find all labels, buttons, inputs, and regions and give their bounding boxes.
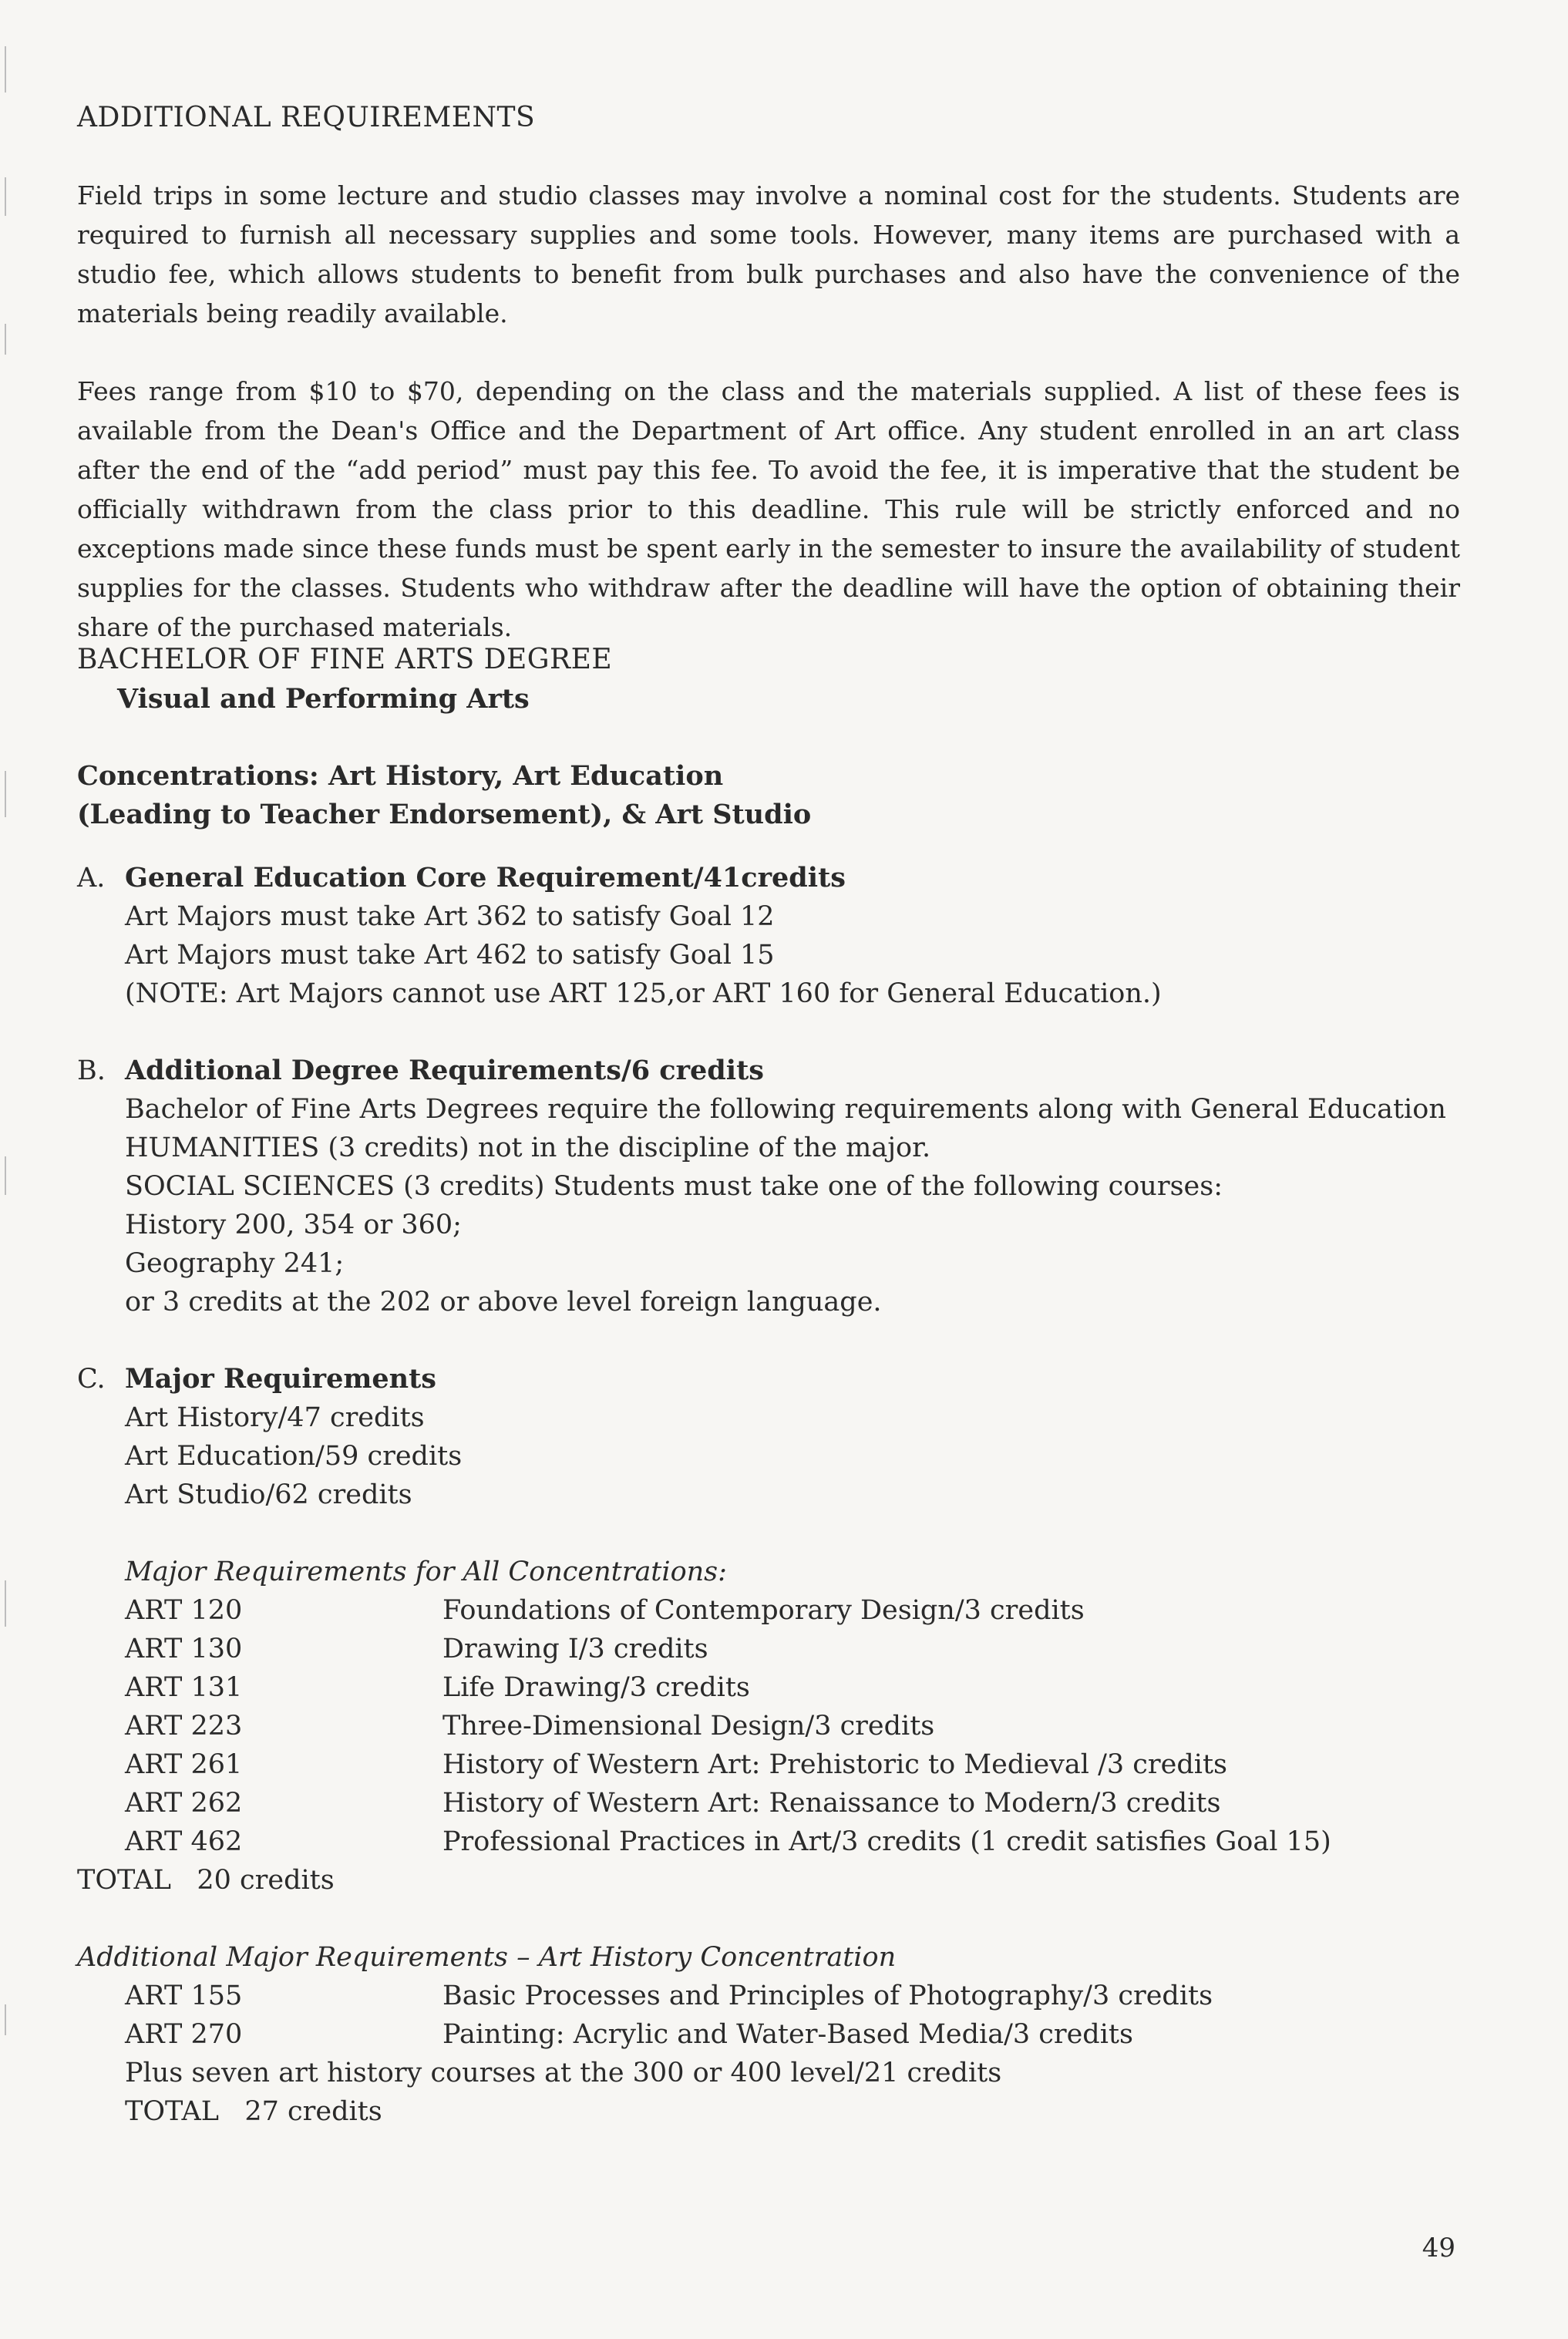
- additional-requirements-paragraph-1: Field trips in some lecture and studio classes may involve a nominal cost for the students. Students are required to furnish all necessary supplies and some tools. However, many items are purchased with a studio fee, which allows students to benefit from bulk purchases and also have the convenience of the materials being readily available.: [77, 180, 1460, 328]
- section-c-line: Art Education/59 credits: [125, 1441, 463, 1472]
- section-a-note: (NOTE: Art Majors cannot use ART 125,or ART 160 for General Education.): [125, 978, 1162, 1009]
- section-b-heading: Additional Degree Requirements/6 credits: [125, 1055, 764, 1086]
- course-title: Professional Practices in Art/3 credits (1 credit satisfies Goal 15): [442, 1826, 1331, 1857]
- section-c-line: Art History/47 credits: [125, 1402, 425, 1433]
- scan-edge-mark: [5, 177, 6, 216]
- bfa-title: BACHELOR OF FINE ARTS DEGREE: [77, 644, 613, 675]
- scan-edge-mark: [5, 46, 6, 93]
- section-c-heading: Major Requirements: [125, 1363, 436, 1395]
- concentrations-line-2: (Leading to Teacher Endorsement), & Art Studio: [77, 799, 812, 830]
- bfa-subtitle: Visual and Performing Arts: [117, 683, 530, 715]
- course-title: Three-Dimensional Design/3 credits: [442, 1711, 935, 1742]
- section-b-line: History 200, 354 or 360;: [125, 1210, 462, 1240]
- section-a-heading: General Education Core Requirement/41credits: [125, 862, 846, 894]
- section-c-line: Art Studio/62 credits: [125, 1479, 412, 1510]
- all-concentrations-total: TOTAL 20 credits: [77, 1865, 335, 1896]
- course-title: Painting: Acrylic and Water-Based Media/3 credits: [442, 2019, 1133, 2050]
- scan-edge-mark: [5, 771, 6, 817]
- course-title: Foundations of Contemporary Design/3 credits: [442, 1595, 1085, 1626]
- course-code: ART 155: [125, 1981, 243, 2011]
- section-b-line: HUMANITIES (3 credits) not in the discipline of the major.: [125, 1132, 931, 1163]
- course-code: ART 261: [125, 1749, 243, 1780]
- section-b-line: Geography 241;: [125, 1248, 345, 1279]
- section-b-line: Bachelor of Fine Arts Degrees require the following requirements along with General Education: [125, 1094, 1446, 1125]
- additional-requirements-title: ADDITIONAL REQUIREMENTS: [77, 102, 536, 133]
- section-b-line: or 3 credits at the 202 or above level foreign language.: [125, 1287, 882, 1318]
- course-code: ART 120: [125, 1595, 243, 1626]
- section-b-line: SOCIAL SCIENCES (3 credits) Students must take one of the following courses:: [125, 1171, 1223, 1202]
- section-c-letter: C.: [77, 1364, 106, 1395]
- course-code: ART 262: [125, 1788, 243, 1819]
- course-code: ART 131: [125, 1672, 243, 1703]
- course-title: Basic Processes and Principles of Photography/3 credits: [442, 1981, 1213, 2011]
- scan-edge-mark: [5, 2004, 6, 2035]
- art-history-total: TOTAL 27 credits: [125, 2096, 382, 2127]
- course-code: ART 270: [125, 2019, 243, 2050]
- scan-edge-mark: [5, 1580, 6, 1627]
- additional-requirements-paragraph-2: Fees range from $10 to $70, depending on the class and the materials supplied. A list of these fees is available from the Dean's Office and the Department of Art office. Any student enrolled in an art class after the end of the “add period” must pay this fee. To avoid the fee, it is imperative that the student be officially withdrawn from the class prior to this deadline. This rule will be strictly enforced and no exceptions made since these funds must be spent early in the semester to insure the availability of student supplies for the classes. Students who withdraw after the deadline will have the option of obtaining their share of the purchased materials.: [77, 376, 1460, 642]
- art-history-heading: Additional Major Requirements – Art History Concentration: [77, 1942, 897, 1973]
- course-code: ART 130: [125, 1634, 243, 1664]
- course-title: History of Western Art: Renaissance to Modern/3 credits: [442, 1788, 1221, 1819]
- course-code: ART 462: [125, 1826, 243, 1857]
- section-a-line: Art Majors must take Art 462 to satisfy Goal 15: [125, 940, 775, 971]
- course-code: ART 223: [125, 1711, 243, 1742]
- concentrations-line-1: Concentrations: Art History, Art Education: [77, 760, 724, 792]
- course-title: History of Western Art: Prehistoric to Medieval /3 credits: [442, 1749, 1227, 1780]
- section-a-line: Art Majors must take Art 362 to satisfy Goal 12: [125, 901, 775, 932]
- course-title: Life Drawing/3 credits: [442, 1672, 750, 1703]
- section-a-letter: A.: [77, 863, 106, 894]
- scan-edge-mark: [5, 324, 6, 355]
- art-history-plus: Plus seven art history courses at the 300 or 400 level/21 credits: [125, 2058, 1002, 2088]
- course-title: Drawing I/3 credits: [442, 1634, 708, 1664]
- scan-edge-mark: [5, 1156, 6, 1195]
- page-number: 49: [1422, 2233, 1455, 2263]
- all-concentrations-heading: Major Requirements for All Concentrations:: [125, 1557, 727, 1587]
- section-b-letter: B.: [77, 1055, 106, 1086]
